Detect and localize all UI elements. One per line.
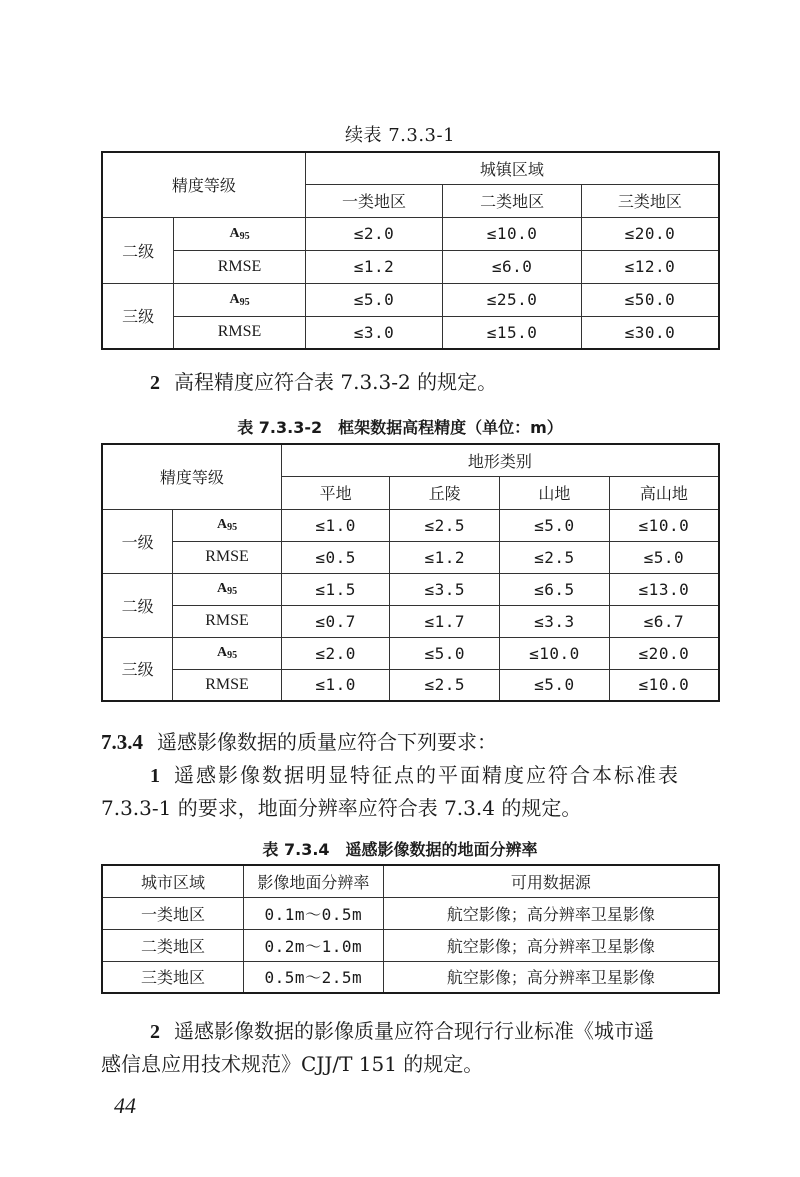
value-cell: ≤3.5 [390,573,500,605]
region-cell: 三类地区 [102,961,244,993]
value-cell: ≤13.0 [609,573,719,605]
value-cell: ≤5.0 [500,509,610,541]
column-header: 平地 [281,476,390,509]
grade-cell: 二级 [102,573,173,637]
paragraph-image-quality [150,1016,720,1047]
value-cell: ≤2.5 [500,541,610,573]
value-cell: ≤6.0 [443,250,582,283]
value-cell: ≤5.0 [609,541,719,573]
metric-a95: $A_{95}$ [173,509,282,541]
metric-a95: $A_{95}$ [174,283,306,316]
resolution-cell: 0.5m～2.5m [244,961,384,993]
table-7-3-4 [101,864,720,994]
metric-rmse: RMSE [174,250,306,283]
metric-a95: $A_{95}$ [173,573,282,605]
value-cell: ≤3.0 [305,316,443,349]
column-header: 三类地区 [581,184,719,217]
paragraph-remote-sensing-accuracy [150,760,720,791]
column-header: 一类地区 [305,184,443,217]
column-header: 城市区域 [102,865,244,897]
group-header: 城镇区域 [305,152,719,184]
region-cell: 二类地区 [102,929,244,961]
value-cell: ≤20.0 [581,217,719,250]
value-cell: ≤5.0 [500,669,610,701]
section-number: 7.3.4 [101,730,143,754]
column-header: 影像地面分辨率 [244,865,384,897]
resolution-cell: 0.1m～0.5m [244,897,384,929]
grade-cell: 二级 [102,217,174,283]
grade-cell: 三级 [102,637,173,701]
metric-rmse: RMSE [174,316,306,349]
table-7-3-3-1-continued [101,151,720,350]
value-cell: ≤6.7 [609,605,719,637]
column-header: 可用数据源 [383,865,719,897]
source-cell: 航空影像；高分辨率卫星影像 [383,929,719,961]
table3-caption: 表 7.3.4 遥感影像数据的地面分辨率 [262,840,538,859]
value-cell: ≤5.0 [305,283,443,316]
value-cell: ≤0.7 [281,605,390,637]
table2-caption: 表 7.3.3-2 框架数据高程精度（单位：m） [237,418,563,437]
value-cell: ≤2.0 [281,637,390,669]
paragraph-text-line1: 遥感影像数据明显特征点的平面精度应符合本标准表 [174,763,680,787]
value-cell: ≤10.0 [500,637,610,669]
value-cell: ≤1.0 [281,669,390,701]
value-cell: ≤1.7 [390,605,500,637]
grade-cell: 三级 [102,283,174,349]
item-number: 2 [150,1021,160,1043]
value-cell: ≤1.0 [281,509,390,541]
value-cell: ≤10.0 [609,669,719,701]
resolution-cell: 0.2m～1.0m [244,929,384,961]
item-number: 2 [150,372,160,394]
paragraph-continuation: 7.3.3-1 的要求，地面分辨率应符合表 7.3.4 的规定。 [101,796,582,820]
corner-header: 精度等级 [102,152,305,217]
value-cell: ≤6.5 [500,573,610,605]
paragraph-text-line1: 遥感影像数据的影像质量应符合现行行业标准《城市遥 [174,1019,654,1043]
column-header: 丘陵 [390,476,500,509]
value-cell: ≤12.0 [581,250,719,283]
section-text: 遥感影像数据的质量应符合下列要求： [157,730,497,754]
value-cell: ≤25.0 [443,283,582,316]
source-cell: 航空影像；高分辨率卫星影像 [383,961,719,993]
column-header: 二类地区 [443,184,582,217]
source-cell: 航空影像；高分辨率卫星影像 [383,897,719,929]
value-cell: ≤50.0 [581,283,719,316]
metric-rmse: RMSE [173,605,282,637]
metric-rmse: RMSE [173,541,282,573]
value-cell: ≤1.2 [390,541,500,573]
column-header: 山地 [500,476,610,509]
grade-cell: 一级 [102,509,173,573]
value-cell: ≤3.3 [500,605,610,637]
corner-header: 精度等级 [102,444,281,509]
value-cell: ≤0.5 [281,541,390,573]
value-cell: ≤1.2 [305,250,443,283]
item-number: 1 [150,765,160,787]
value-cell: ≤2.5 [390,669,500,701]
paragraph-elevation-accuracy [150,367,497,398]
value-cell: ≤15.0 [443,316,582,349]
value-cell: ≤10.0 [443,217,582,250]
group-header: 地形类别 [281,444,719,476]
metric-rmse: RMSE [173,669,282,701]
column-header: 高山地 [609,476,719,509]
region-cell: 一类地区 [102,897,244,929]
paragraph-text: 高程精度应符合表 7.3.3-2 的规定。 [174,370,498,394]
metric-a95: $A_{95}$ [174,217,306,250]
value-cell: ≤2.0 [305,217,443,250]
value-cell: ≤10.0 [609,509,719,541]
paragraph-continuation: 感信息应用技术规范》CJJ/T 151 的规定。 [101,1052,484,1076]
page-number: 44 [114,1093,136,1118]
metric-a95: $A_{95}$ [173,637,282,669]
value-cell: ≤5.0 [390,637,500,669]
value-cell: ≤30.0 [581,316,719,349]
table1-caption: 续表 7.3.3-1 [344,125,456,146]
section-heading [101,727,497,757]
value-cell: ≤2.5 [390,509,500,541]
value-cell: ≤1.5 [281,573,390,605]
value-cell: ≤20.0 [609,637,719,669]
table-7-3-3-2 [101,443,720,702]
